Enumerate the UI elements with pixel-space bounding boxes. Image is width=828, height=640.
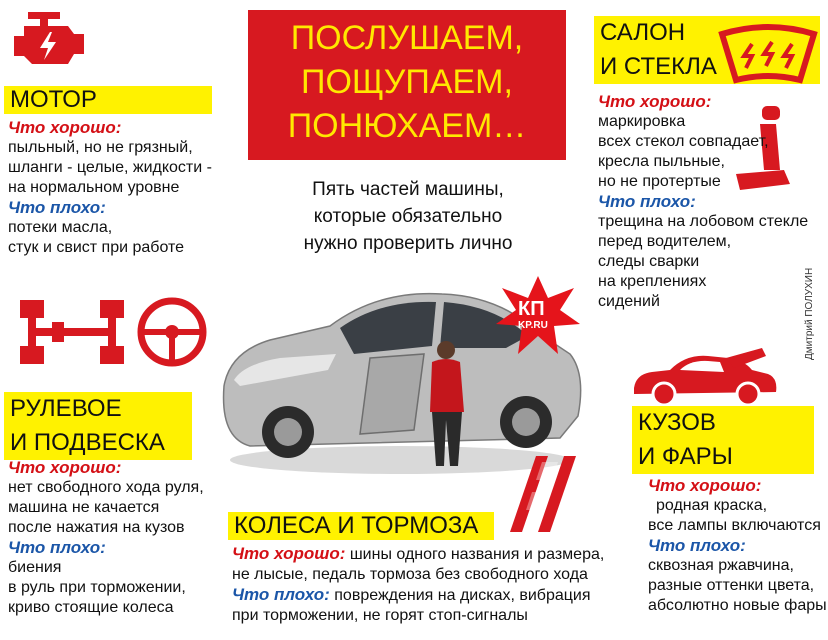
wheels-good-1: шины одного названия и размера,: [345, 546, 605, 563]
windshield-icon: [716, 22, 820, 86]
motor-good-1: пыльный, но не грязный,: [8, 139, 193, 156]
suspension-icon: [14, 296, 130, 368]
wheels-good-row: [232, 544, 632, 565]
body-good-1: родная краска,: [656, 497, 768, 514]
car-hood-icon: [630, 348, 780, 408]
salon-title-2: И СТЕКЛА: [600, 53, 717, 80]
salon-good-4: но не протертые: [598, 173, 721, 190]
salon-bad-5: сидений: [598, 293, 660, 310]
wheels-good-2: не лысые, педаль тормоза без свободного хода: [232, 566, 588, 583]
wheels-section: [232, 544, 632, 626]
steering-bad-label: Что плохо:: [8, 538, 106, 557]
motor-title: МОТОР: [4, 86, 212, 114]
kp-logo: [496, 276, 580, 356]
tires-icon: [506, 452, 578, 536]
body-section: [648, 476, 827, 616]
subtitle-line-2: которые обязательно: [313, 206, 503, 227]
headline-line-2: ПОЩУПАЕМ,: [301, 63, 513, 101]
kp-logo-text: КП: [518, 298, 545, 320]
kp-logo-sub: KP.RU: [518, 320, 548, 331]
body-bad-2: разные оттенки цвета,: [648, 577, 815, 594]
subtitle-line-1: Пять частей машины,: [312, 179, 504, 200]
wheels-bad-1: повреждения на дисках, вибрация: [329, 587, 591, 604]
steering-title-1: РУЛЕВОЕ: [10, 395, 122, 422]
steering-good-2: машина не качается: [8, 499, 160, 516]
body-bad-label: Что плохо:: [648, 536, 746, 555]
wheels-bad-2: при торможении, не горят стоп-сигналы: [232, 607, 528, 624]
wheels-bad-label: Что плохо:: [232, 585, 330, 604]
headline-line-3: ПОНЮХАЕМ…: [287, 107, 527, 145]
body-title-2: И ФАРЫ: [638, 443, 733, 470]
salon-bad-3: следы сварки: [598, 253, 700, 270]
subtitle-line-3: нужно проверить лично: [303, 233, 513, 254]
steering-section: [8, 458, 240, 618]
steering-title-2: И ПОДВЕСКА: [10, 429, 165, 456]
salon-bad-4: на креплениях: [598, 273, 707, 290]
body-title: [632, 406, 814, 474]
motor-section: [8, 118, 236, 258]
motor-good-2: шланги - целые, жидкости -: [8, 159, 212, 176]
salon-good-label: Что хорошо:: [598, 92, 712, 111]
salon-good-1: маркировка: [598, 113, 686, 130]
steering-title: [4, 392, 192, 460]
steering-good-label: Что хорошо:: [8, 458, 122, 477]
salon-bad-2: перед водителем,: [598, 233, 732, 250]
salon-section: [598, 92, 808, 312]
motor-bad-label: Что плохо:: [8, 198, 106, 217]
motor-bad-1: потеки масла,: [8, 219, 113, 236]
salon-bad-label: Что плохо:: [598, 192, 696, 211]
motor-good-3: на нормальном уровне: [8, 179, 180, 196]
steering-good-1: нет свободного хода руля,: [8, 479, 204, 496]
salon-good-2: всех стекол совпадает,: [598, 133, 769, 150]
salon-title-1: САЛОН: [600, 19, 686, 46]
body-good-2: все лампы включаются: [648, 517, 821, 534]
motor-bad-2: стук и свист при работе: [8, 239, 185, 256]
engine-icon: [10, 8, 90, 70]
wheels-title: КОЛЕСА И ТОРМОЗА: [228, 512, 494, 540]
steering-bad-1: биения: [8, 559, 62, 576]
headline-card: [248, 10, 566, 160]
wheels-bad-row: [232, 585, 632, 606]
headline-line-1: ПОСЛУШАЕМ,: [290, 19, 524, 57]
steering-bad-2: в руль при торможении,: [8, 579, 186, 596]
subtitle: [268, 176, 548, 257]
salon-good-3: кресла пыльные,: [598, 153, 725, 170]
salon-bad-1: трещина на лобовом стекле: [598, 213, 809, 230]
body-good-label: Что хорошо:: [648, 476, 762, 495]
steering-good-3: после нажатия на кузов: [8, 519, 185, 536]
steering-bad-3: криво стоящие колеса: [8, 599, 174, 616]
body-title-1: КУЗОВ: [638, 409, 716, 436]
photo-credit: Дмитрий ПОЛУХИН: [804, 267, 815, 360]
body-bad-1: сквозная ржавчина,: [648, 557, 794, 574]
motor-good-label: Что хорошо:: [8, 118, 122, 137]
wheels-good-label: Что хорошо:: [232, 544, 346, 563]
steering-wheel-icon: [136, 296, 208, 368]
body-bad-3: абсолютно новые фары: [648, 597, 827, 614]
